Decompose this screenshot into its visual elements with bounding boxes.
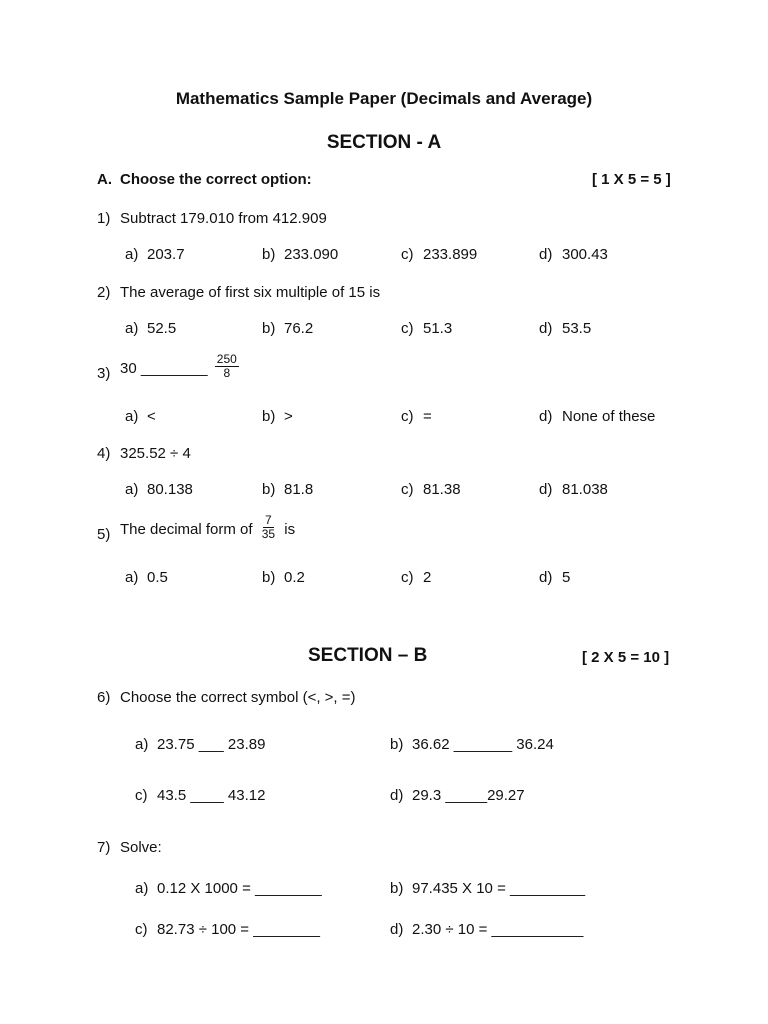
question-text-before: 30 ________ <box>120 360 208 377</box>
instruction-text: Choose the correct option: <box>120 171 312 188</box>
option-label: d) <box>539 246 553 263</box>
fraction <box>215 353 239 380</box>
option-text: 52.5 <box>147 320 177 337</box>
option-text: 81.8 <box>284 481 314 498</box>
option-text: 43.5 ____ 43.12 <box>157 787 266 804</box>
option-label: b) <box>390 736 404 753</box>
question-text <box>120 513 296 543</box>
question-text: Choose the correct symbol (<, >, =) <box>120 689 356 706</box>
question-number: 1) <box>97 210 111 227</box>
fraction-numerator: 250 <box>216 352 237 366</box>
question-number: 2) <box>97 284 111 301</box>
option-text: 5 <box>562 569 571 586</box>
option-label: b) <box>262 246 276 263</box>
option-label: a) <box>125 246 139 263</box>
option-text: None of these <box>562 408 656 425</box>
question-number: 5) <box>97 526 111 543</box>
option-text: 23.75 ___ 23.89 <box>157 736 266 753</box>
option-label: b) <box>262 408 276 425</box>
option-text: 2.30 ÷ 10 = ___________ <box>412 921 584 938</box>
option-label: c) <box>401 569 414 586</box>
option-text: 300.43 <box>562 246 608 263</box>
fraction-numerator: 7 <box>265 513 272 527</box>
option-label: a) <box>135 880 149 897</box>
question-text: The average of first six multiple of 15 is <box>120 284 381 301</box>
option-text: 233.090 <box>284 246 339 263</box>
option-text: 0.2 <box>284 569 305 586</box>
option-text: 82.73 ÷ 100 = ________ <box>157 921 320 938</box>
option-label: b) <box>262 569 276 586</box>
option-label: d) <box>390 921 404 938</box>
option-label: c) <box>401 481 414 498</box>
question-text: Subtract 179.010 from 412.909 <box>120 210 327 227</box>
option-label: d) <box>539 320 553 337</box>
option-label: a) <box>135 736 149 753</box>
section-b-heading: SECTION – B <box>308 645 428 666</box>
section-a-marks: [ 1 X 5 = 5 ] <box>592 171 671 188</box>
option-text: 0.5 <box>147 569 168 586</box>
option-label: c) <box>401 246 414 263</box>
option-text: 0.12 X 1000 = ________ <box>157 880 322 897</box>
question-text-after: is <box>284 521 296 538</box>
question-text-before: The decimal form of <box>120 521 253 538</box>
option-label: a) <box>125 569 139 586</box>
option-label: d) <box>539 408 553 425</box>
question-number: 6) <box>97 689 111 706</box>
option-label: d) <box>539 481 553 498</box>
option-label: a) <box>125 320 139 337</box>
option-label: b) <box>262 481 276 498</box>
fraction <box>260 514 277 541</box>
option-label: a) <box>125 408 139 425</box>
question-text <box>120 352 242 382</box>
question-text: 325.52 ÷ 4 <box>120 445 191 462</box>
option-label: b) <box>390 880 404 897</box>
question-number: 7) <box>97 839 111 856</box>
option-text: 81.38 <box>423 481 461 498</box>
option-text: 76.2 <box>284 320 314 337</box>
page-title: Mathematics Sample Paper (Decimals and Average) <box>175 89 593 108</box>
option-label: a) <box>125 481 139 498</box>
option-text: < <box>147 408 156 425</box>
section-a-heading: SECTION - A <box>326 132 442 153</box>
option-label: d) <box>539 569 553 586</box>
option-label: c) <box>135 921 148 938</box>
question-text: Solve: <box>120 839 162 856</box>
part-label: A. <box>97 171 112 188</box>
option-text: 203.7 <box>147 246 185 263</box>
option-label: c) <box>401 320 414 337</box>
option-text: 233.899 <box>423 246 478 263</box>
option-text: = <box>423 408 432 425</box>
option-text: 80.138 <box>147 481 193 498</box>
option-text: 36.62 _______ 36.24 <box>412 736 554 753</box>
option-text: 97.435 X 10 = _________ <box>412 880 586 897</box>
option-text: 51.3 <box>423 320 453 337</box>
option-label: c) <box>135 787 148 804</box>
fraction-denominator: 35 <box>261 527 276 541</box>
option-label: c) <box>401 408 414 425</box>
section-b-marks: [ 2 X 5 = 10 ] <box>582 649 670 666</box>
option-text: 53.5 <box>562 320 592 337</box>
fraction-denominator: 8 <box>223 366 231 380</box>
option-text: 81.038 <box>562 481 608 498</box>
option-text: 29.3 _____29.27 <box>412 787 525 804</box>
question-number: 3) <box>97 365 111 382</box>
question-number: 4) <box>97 445 111 462</box>
option-label: d) <box>390 787 404 804</box>
option-text: 2 <box>423 569 432 586</box>
option-label: b) <box>262 320 276 337</box>
option-text: > <box>284 408 293 425</box>
